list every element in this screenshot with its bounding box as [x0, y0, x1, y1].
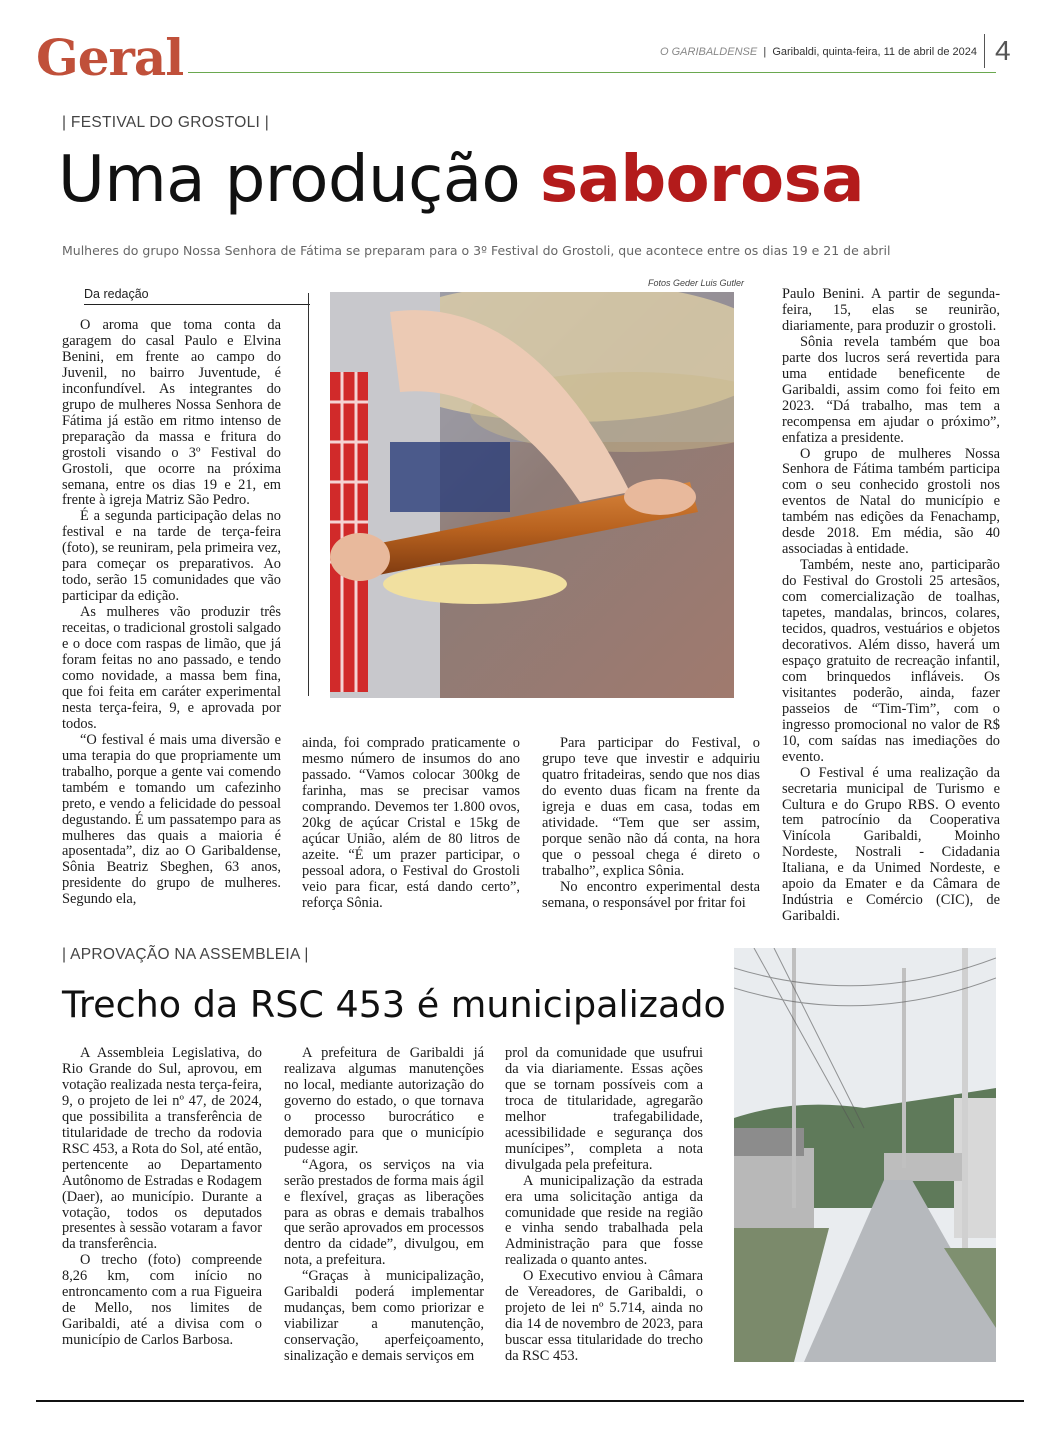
rolling-dough-photo — [330, 292, 734, 698]
paragraph: No encontro experimental desta semana, o responsável por fritar foi — [542, 878, 760, 911]
article2-col1 — [62, 1046, 262, 1349]
paragraph: O Executivo enviou à Câmara de Vereadores, de Garibaldi, o projeto de lei nº 5.714, ainda no dia 14 de novembro de 2023, para buscar essa titularidade do trecho da RSC 453. — [505, 1268, 703, 1365]
article1-kicker: | FESTIVAL DO GROSTOLI | — [62, 114, 270, 131]
article2-col2 — [284, 1046, 484, 1365]
paragraph: O aroma que toma conta da garagem do casal Paulo e Elvina Benini, em frente ao campo do Juvenil, no bairro Juventude, é inconfundível. As integrantes do grupo de mulheres Nossa Senhora de Fátima já estão em ritmo intenso de preparação da massa e fritura do grostoli visando o 3º Festival do Grostoli, que ocorre na próxima semana, entre os dias 19 e 21, em frente à igreja Matriz São Pedro. — [62, 317, 281, 509]
paragraph: Paulo Benini. A partir de segunda-feira, 15, elas se reunirão, diariamente, para produzir o grostoli. — [782, 286, 1000, 334]
paragraph: ainda, foi comprado praticamente o mesmo número de insumos do ano passado. “Vamos colocar 300kg de farinha, mas se precisar vamos comprando. Devemos ter 1.800 ovos, 20kg de açúcar Cristal e 15kg de açúcar União, além de 80 litros de azeite. “É um prazer participar, o pessoal adora, o Festival do Grostoli veio para ficar, está dando certo”, reforça Sônia. — [302, 735, 520, 911]
article1-col4 — [782, 287, 1000, 925]
paragraph: Também, neste ano, participarão do Festival do Grostoli 25 artesãos, com comercialização de toalhas, tapetes, mandalas, brincos, colares, tecidos, quadros, vestuários e objetos decorativos. Além disso, haverá um espaço gratuito de recreação infantil, com brinquedos infláveis. Os visitantes poderão, ainda, fazer passeios de “Tim-Tim”, com o ingresso promocional no valor de R$ 10, com saídas nas imediações do evento. — [782, 557, 1000, 765]
article2-headline: Trecho da RSC 453 é municipalizado — [62, 983, 726, 1026]
header-rule — [188, 72, 996, 73]
paragraph: A municipalização da estrada era uma solicitação antiga da comunidade que reside na região e vinha sendo trabalhada pela Administração para que fosse realizada o quanto antes. — [505, 1172, 703, 1269]
byline: Da redação — [84, 287, 310, 305]
bottom-rule — [36, 1400, 1024, 1402]
road-photo — [734, 948, 996, 1362]
paragraph: As mulheres vão produzir três receitas, o tradicional grostoli salgado e o doce com raspas de limão, que já foram feitas no ano passado, e tendo como novidade, a massa bem fina, que foi feita em caráter experimental nesta terça-feira, 9, e aprovada por todos. — [62, 604, 281, 732]
headline-plain: Uma produção — [58, 143, 541, 217]
column-divider — [308, 293, 309, 696]
masthead-separator: | — [763, 46, 767, 58]
newspaper-name: O GARIBALDENSE — [660, 46, 758, 58]
paragraph: “O festival é mais uma diversão e uma terapia do que propriamente um trabalho, porque a gente vai comendo também e tomando um cafezinho preto, e vendo a felicidade do pessoal degustando. É um passatempo para as mulheres das quais a maioria é aposentada”, diz ao O Garibaldense, Sônia Beatriz Sbeghen, 63 anos, presidente do grupo de mulheres. Segundo ela, — [62, 731, 281, 908]
section-title: Geral — [36, 28, 184, 87]
paragraph: O Festival é uma realização da secretaria municipal de Turismo e Cultura e do Grupo RBS. O evento tem patrocínio da Cooperativa Vinícola Garibaldi, Moinho Nordeste, Nostrali - Cidadania Italiana, e da Unimed Nordeste, e apoio da Emater e da Câmara de Indústria e Comércio (CIC), de Garibaldi. — [782, 764, 1000, 925]
article1-col3 — [542, 736, 760, 911]
paragraph: O grupo de mulheres Nossa Senhora de Fátima também participa com o seu conhecido grostoli nos eventos de Natal do município e também nas edições da Fenachamp, desde 2018. Em média, são 40 associadas à entidade. — [782, 445, 1000, 558]
photo-credit: Fotos Geder Luis Gutler — [648, 278, 745, 288]
paragraph: Para participar do Festival, o grupo teve que investir e adquiriu quatro fritadeiras, sendo que nos dias do evento duas ficam na frente da igreja e duas em casa, todas em atividade. “Tem que ser assim, porque senão não dá conta, na hora que o pessoal chega é direto o trabalho”, explica Sônia. — [542, 735, 760, 879]
paragraph: “Graças à municipalização, Garibaldi poderá implementar mudanças, bem como priorizar e viabilizar a manutenção, conservação, aperfeiçoamento, sinalização e demais serviços em — [284, 1268, 484, 1365]
article1-subhead: Mulheres do grupo Nossa Senhora de Fátima se preparam para o 3º Festival do Grostoli, que acontece entre os dias 19 e 21 de abril — [62, 243, 891, 258]
page-number: 4 — [984, 34, 1011, 68]
article1-col2 — [302, 736, 520, 911]
paragraph: O trecho (foto) compreende 8,26 km, com início no entroncamento com a rua Figueira de Mello, nos limites de Garibaldi, até a divisa com o município de Carlos Barbosa. — [62, 1252, 262, 1349]
paragraph: “Agora, os serviços na via serão prestados de forma mais ágil e flexível, graças as liberações para as obras e demais trabalhos que serão aprovados em processos dentro da cidade”, divulgou, em nota, a prefeitura. — [284, 1156, 484, 1269]
paragraph: Sônia revela também que boa parte dos lucros será revertida para uma entidade beneficente de Garibaldi, assim como foi feito em 2023. “Dá trabalho, mas tem a recompensa em ajudar o próximo”, enfatiza a presidente. — [782, 333, 1000, 446]
article2-col3 — [505, 1046, 703, 1365]
article2-kicker: | APROVAÇÃO NA ASSEMBLEIA | — [62, 946, 309, 963]
article1-col1 — [62, 318, 281, 908]
paragraph: A Assembleia Legislativa, do Rio Grande do Sul, aprovou, em votação realizada nesta terça-feira, 9, o projeto de lei nº 47, de 2024, que possibilita a transferência de titularidade de trecho da rodovia RSC 453, a Rota do Sol, até então, pertencente ao Departamento Autônomo de Estradas e Rodagem (Daer), ao município. Durante a votação, todos os deputados presentes à sessão votaram a favor da transferência. — [62, 1045, 262, 1253]
paragraph: É a segunda participação delas no festival e na tarde de terça-feira (foto), se reuniram, pela primeira vez, para começar os preparativos. Ao todo, serão 15 comunidades que vão participar da edição. — [62, 508, 281, 605]
headline-highlight: saborosa — [540, 143, 864, 217]
article1-headline — [58, 140, 864, 220]
paragraph: prol da comunidade que usufrui da via diariamente. Essas ações que se tornam possíveis com a troca de titularidade, agregarão melhor trafegabilidade, acessibilidade e segurança dos munícipes”, completa a nota divulgada pela prefeitura. — [505, 1045, 703, 1173]
paragraph: A prefeitura de Garibaldi já realizava algumas manutenções no local, mediante autorização do governo do estado, o que tornava o processo burocrático e demorado para que o município pudesse agir. — [284, 1045, 484, 1157]
masthead — [660, 46, 977, 58]
dateline: Garibaldi, quinta-feira, 11 de abril de 2024 — [772, 46, 977, 58]
